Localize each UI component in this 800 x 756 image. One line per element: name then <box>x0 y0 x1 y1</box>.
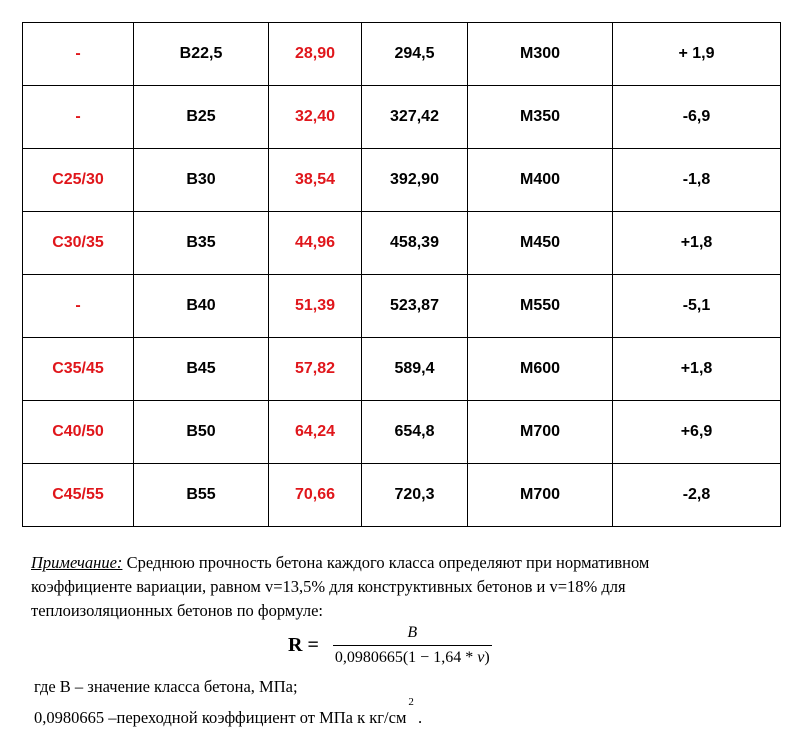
cell-deviation: -5,1 <box>613 275 781 338</box>
cell-grade-m: M300 <box>468 23 613 86</box>
cell-eu-class: - <box>23 275 134 338</box>
cell-eu-class: C25/30 <box>23 149 134 212</box>
table-row <box>23 275 781 338</box>
table-row <box>23 23 781 86</box>
cell-class-b: B40 <box>134 275 269 338</box>
cell-class-b: B30 <box>134 149 269 212</box>
formula-denominator-end: ) <box>484 648 490 666</box>
cell-eu-class: C40/50 <box>23 401 134 464</box>
concrete-grade-table <box>22 22 781 527</box>
note-line-1-text: Среднюю прочность бетона каждого класса определяют при нормативном <box>122 553 650 572</box>
cell-strength-mpa: 327,42 <box>362 86 468 149</box>
cell-class-b: B50 <box>134 401 269 464</box>
definition-coefficient <box>34 696 423 728</box>
cell-strength-kgf: 70,66 <box>269 464 362 527</box>
note-paragraph <box>31 551 771 623</box>
strength-formula <box>288 620 492 670</box>
cell-grade-m: M450 <box>468 212 613 275</box>
cell-eu-class: C30/35 <box>23 212 134 275</box>
cell-strength-mpa: 654,8 <box>362 401 468 464</box>
table-row <box>23 401 781 464</box>
cell-grade-m: M700 <box>468 401 613 464</box>
cell-class-b: B55 <box>134 464 269 527</box>
formula-lhs: R = <box>288 633 319 656</box>
definition-superscript: 2 <box>408 696 414 708</box>
cell-strength-kgf: 51,39 <box>269 275 362 338</box>
formula-denominator <box>333 645 492 667</box>
formula-denominator-start: 0,0980665(1 − 1,64 * <box>334 648 478 666</box>
cell-deviation: +6,9 <box>613 401 781 464</box>
grade-table-body <box>23 23 781 527</box>
cell-deviation: + 1,9 <box>613 23 781 86</box>
cell-grade-m: M700 <box>468 464 613 527</box>
cell-class-b: B22,5 <box>134 23 269 86</box>
cell-strength-mpa: 720,3 <box>362 464 468 527</box>
cell-eu-class: - <box>23 86 134 149</box>
cell-strength-kgf: 64,24 <box>269 401 362 464</box>
cell-class-b: B45 <box>134 338 269 401</box>
cell-class-b: B25 <box>134 86 269 149</box>
cell-deviation: -6,9 <box>613 86 781 149</box>
table-row <box>23 338 781 401</box>
cell-deviation: +1,8 <box>613 212 781 275</box>
cell-grade-m: M600 <box>468 338 613 401</box>
cell-strength-mpa: 589,4 <box>362 338 468 401</box>
cell-grade-m: M550 <box>468 275 613 338</box>
cell-deviation: +1,8 <box>613 338 781 401</box>
note-line-3: теплоизоляционных бетонов по формуле: <box>31 601 323 620</box>
definition-coefficient-end: . <box>413 708 423 727</box>
table-row <box>23 149 781 212</box>
table-row <box>23 86 781 149</box>
cell-grade-m: M350 <box>468 86 613 149</box>
note-line-1 <box>31 551 771 575</box>
cell-deviation: -1,8 <box>613 149 781 212</box>
cell-class-b: B35 <box>134 212 269 275</box>
cell-strength-mpa: 392,90 <box>362 149 468 212</box>
cell-deviation: -2,8 <box>613 464 781 527</box>
cell-strength-kgf: 44,96 <box>269 212 362 275</box>
table-row <box>23 212 781 275</box>
cell-eu-class: C35/45 <box>23 338 134 401</box>
cell-grade-m: M400 <box>468 149 613 212</box>
cell-strength-kgf: 38,54 <box>269 149 362 212</box>
cell-eu-class: - <box>23 23 134 86</box>
definition-b: где В – значение класса бетона, МПа; <box>34 677 298 696</box>
cell-strength-kgf: 57,82 <box>269 338 362 401</box>
note-label: Примечание: <box>31 553 123 572</box>
cell-strength-kgf: 32,40 <box>269 86 362 149</box>
formula-numerator: B <box>407 623 418 641</box>
cell-eu-class: C45/55 <box>23 464 134 527</box>
definition-coefficient-text: 0,0980665 –переходной коэффициент от МПа к кг/см <box>34 708 407 727</box>
cell-strength-mpa: 458,39 <box>362 212 468 275</box>
note-line-2: коэффициенте вариации, равном v=13,5% для конструктивных бетонов и v=18% для <box>31 577 626 596</box>
table-row <box>23 464 781 527</box>
cell-strength-kgf: 28,90 <box>269 23 362 86</box>
cell-strength-mpa: 523,87 <box>362 275 468 338</box>
cell-strength-mpa: 294,5 <box>362 23 468 86</box>
formula-fraction <box>333 624 492 667</box>
formula-denominator-var: ν <box>477 648 485 666</box>
